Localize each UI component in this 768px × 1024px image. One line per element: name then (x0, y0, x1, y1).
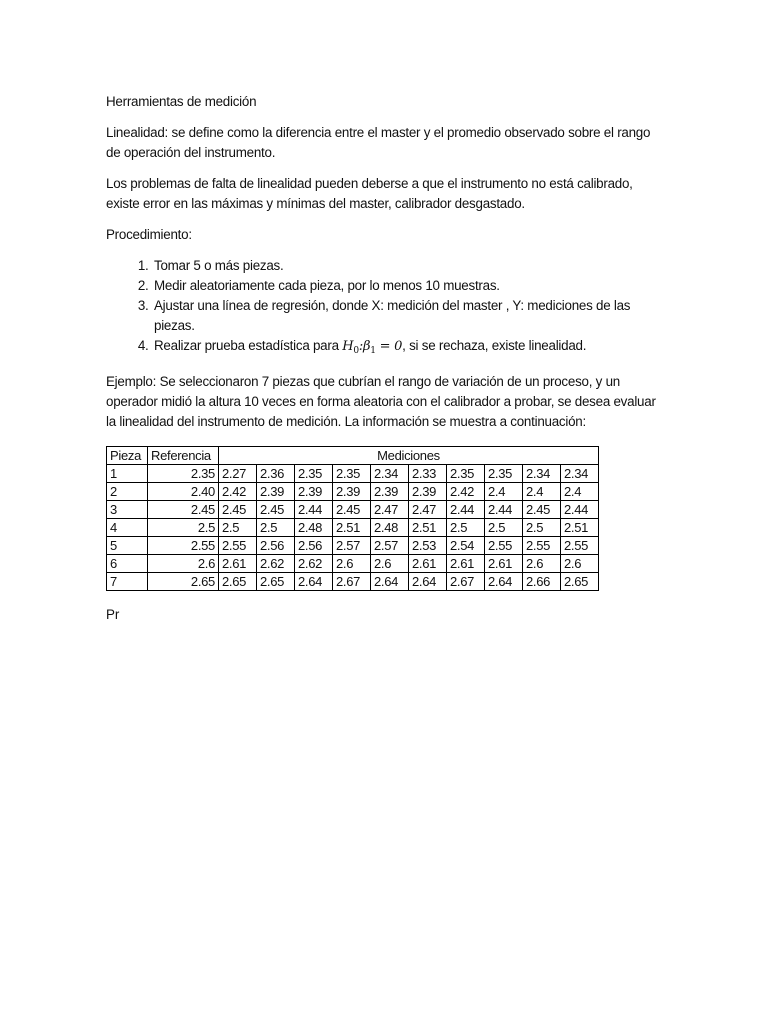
formula-h: H (342, 339, 354, 354)
cell-referencia: 2.55 (148, 537, 219, 555)
cell-medicion: 2.39 (333, 483, 371, 501)
cell-referencia: 2.35 (148, 465, 219, 483)
cell-pieza: 3 (107, 501, 148, 519)
table-row (107, 501, 599, 519)
cell-medicion: 2.57 (371, 537, 409, 555)
formula-beta: β (362, 339, 371, 354)
cell-medicion: 2.64 (371, 573, 409, 591)
table-row (107, 483, 599, 501)
cell-medicion: 2.35 (295, 465, 333, 483)
cell-medicion: 2.55 (485, 537, 523, 555)
cell-medicion: 2.55 (561, 537, 599, 555)
cell-medicion: 2.5 (219, 519, 257, 537)
procedure-step-3: 3. Ajustar una línea de regresión, donde X: medición del master , Y: mediciones de las piezas. (152, 296, 666, 336)
header-mediciones: Mediciones (219, 447, 599, 465)
cell-medicion: 2.44 (485, 501, 523, 519)
cell-medicion: 2.64 (295, 573, 333, 591)
cell-medicion: 2.44 (561, 501, 599, 519)
cell-medicion: 2.51 (333, 519, 371, 537)
cell-referencia: 2.40 (148, 483, 219, 501)
measurements-table (106, 446, 599, 591)
procedure-steps (106, 256, 666, 361)
cell-medicion: 2.6 (561, 555, 599, 573)
cell-pieza: 5 (107, 537, 148, 555)
cell-medicion: 2.48 (371, 519, 409, 537)
cell-medicion: 2.45 (219, 501, 257, 519)
cell-medicion: 2.64 (485, 573, 523, 591)
cell-medicion: 2.65 (219, 573, 257, 591)
document-body (106, 92, 666, 591)
cell-medicion: 2.55 (219, 537, 257, 555)
cell-medicion: 2.39 (409, 483, 447, 501)
cell-referencia: 2.5 (148, 519, 219, 537)
cell-medicion: 2.62 (257, 555, 295, 573)
procedure-step-4 (152, 336, 666, 361)
cell-medicion: 2.5 (523, 519, 561, 537)
procedimiento-label: Procedimiento: (106, 227, 192, 242)
cell-medicion: 2.34 (561, 465, 599, 483)
cell-referencia: 2.6 (148, 555, 219, 573)
cell-medicion: 2.45 (333, 501, 371, 519)
cell-medicion: 2.6 (333, 555, 371, 573)
paragraph-ejemplo: Ejemplo: Se seleccionaron 7 piezas que cubrían el rango de variación de un proceso, y un operador midió la altura 10 veces en forma aleatoria con el calibrador a probar, se desea evaluar la linealidad del instrumento de medición. La información se muestra a continuación: (106, 374, 656, 429)
cell-medicion: 2.54 (447, 537, 485, 555)
cell-medicion: 2.6 (371, 555, 409, 573)
table-row (107, 537, 599, 555)
cell-medicion: 2.39 (257, 483, 295, 501)
table-row (107, 573, 599, 591)
formula-colon: : (358, 339, 363, 354)
cell-medicion: 2.66 (523, 573, 561, 591)
cell-medicion: 2.61 (447, 555, 485, 573)
cell-medicion: 2.5 (485, 519, 523, 537)
cell-medicion: 2.36 (257, 465, 295, 483)
table-row (107, 465, 599, 483)
table-body (107, 465, 599, 591)
cell-pieza: 6 (107, 555, 148, 573)
cell-medicion: 2.65 (561, 573, 599, 591)
cell-medicion: 2.62 (295, 555, 333, 573)
formula-h-sub: 0 (353, 346, 359, 356)
cell-medicion: 2.51 (561, 519, 599, 537)
cell-medicion: 2.67 (333, 573, 371, 591)
cell-medicion: 2.47 (371, 501, 409, 519)
cell-medicion: 2.45 (523, 501, 561, 519)
table-row (107, 555, 599, 573)
cell-medicion: 2.57 (333, 537, 371, 555)
cell-medicion: 2.39 (371, 483, 409, 501)
cell-pieza: 2 (107, 483, 148, 501)
cell-medicion: 2.39 (295, 483, 333, 501)
cell-medicion: 2.42 (447, 483, 485, 501)
cell-referencia: 2.65 (148, 573, 219, 591)
cell-medicion: 2.42 (219, 483, 257, 501)
step4-prefix: Realizar prueba estadística para (154, 338, 343, 353)
header-pieza: Pieza (107, 447, 148, 465)
cell-medicion: 2.61 (485, 555, 523, 573)
cell-medicion: 2.67 (447, 573, 485, 591)
cell-medicion: 2.56 (257, 537, 295, 555)
cell-medicion: 2.45 (257, 501, 295, 519)
formula-beta-sub: 1 (370, 346, 376, 356)
table-header-row (107, 447, 599, 465)
cell-medicion: 2.55 (523, 537, 561, 555)
cell-medicion: 2.48 (295, 519, 333, 537)
cell-pieza: 4 (107, 519, 148, 537)
procedure-step-2: 2. Medir aleatoriamente cada pieza, por lo menos 10 muestras. (152, 276, 666, 296)
cell-medicion: 2.4 (523, 483, 561, 501)
document-title: Herramientas de medición (106, 94, 257, 109)
cell-pieza: 1 (107, 465, 148, 483)
cell-medicion: 2.4 (485, 483, 523, 501)
cell-medicion: 2.44 (295, 501, 333, 519)
cell-pieza: 7 (107, 573, 148, 591)
cell-medicion: 2.51 (409, 519, 447, 537)
cell-medicion: 2.47 (409, 501, 447, 519)
procedure-step-1: 1. Tomar 5 o más piezas. (152, 256, 666, 276)
paragraph-problemas: Los problemas de falta de linealidad pueden deberse a que el instrumento no está calibrado, existe error en las máximas y mínimas del master, calibrador desgastado. (106, 176, 633, 211)
cell-medicion: 2.35 (485, 465, 523, 483)
paragraph-linealidad: Linealidad: se define como la diferencia entre el master y el promedio observado sobre el rango de operación del instrumento. (106, 125, 651, 160)
cell-medicion: 2.56 (295, 537, 333, 555)
cell-medicion: 2.61 (219, 555, 257, 573)
cell-medicion: 2.64 (409, 573, 447, 591)
cell-medicion: 2.61 (409, 555, 447, 573)
cell-medicion: 2.34 (371, 465, 409, 483)
cell-referencia: 2.45 (148, 501, 219, 519)
hypothesis-formula (342, 339, 402, 354)
cell-medicion: 2.6 (523, 555, 561, 573)
table-row (107, 519, 599, 537)
step4-suffix: , si se rechaza, existe linealidad. (402, 338, 587, 353)
cell-medicion: 2.65 (257, 573, 295, 591)
cell-medicion: 2.33 (409, 465, 447, 483)
cell-medicion: 2.35 (447, 465, 485, 483)
cell-medicion: 2.5 (447, 519, 485, 537)
formula-eq: = 0 (375, 339, 403, 354)
cell-medicion: 2.44 (447, 501, 485, 519)
cell-medicion: 2.35 (333, 465, 371, 483)
cell-medicion: 2.34 (523, 465, 561, 483)
header-referencia: Referencia (148, 447, 219, 465)
cell-medicion: 2.53 (409, 537, 447, 555)
trailing-text: Pr (106, 607, 120, 622)
cell-medicion: 2.27 (219, 465, 257, 483)
cell-medicion: 2.5 (257, 519, 295, 537)
cell-medicion: 2.4 (561, 483, 599, 501)
